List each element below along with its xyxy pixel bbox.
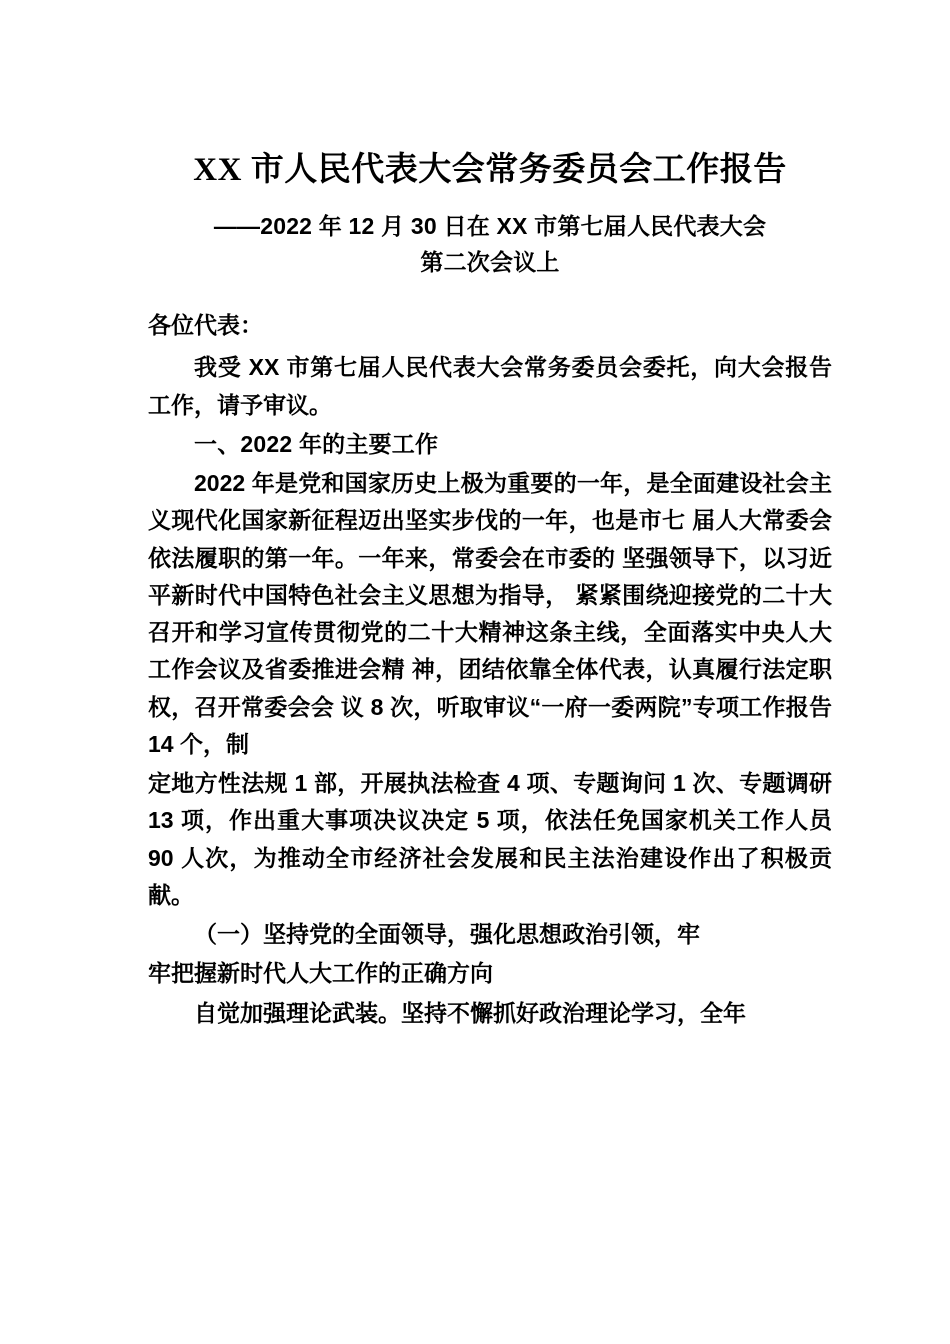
subtitle-line-2: 第二次会议上 (420, 248, 560, 275)
subtitle-line-1: ——2022 年 12 月 30 日在 XX 市第七届人民代表大会 (213, 213, 767, 240)
paragraph-subsection-one-heading-continued: 牢把握新时代人大工作的正确方向 (148, 960, 493, 987)
paragraph-section-one-heading: 一、2022 年的主要工作 (194, 430, 439, 457)
paragraph-subsection-one-heading: （一）坚持党的全面领导，强化思想政治引领，牢 (194, 921, 700, 948)
paragraph-intro: 我受 XX 市第七届人民代表大会常务委员会委托，向大会报告工作，请予审议。 (148, 354, 832, 418)
page-title: XX 市人民代表大会常务委员会工作报告 (193, 152, 787, 188)
document-subtitle (148, 209, 832, 280)
paragraph-theory-study: 自觉加强理论武装。坚持不懈抓好政治理论学习，全年 (194, 999, 746, 1026)
paragraph-year-summary-continued: 定地方性法规 1 部，开展执法检查 4 项、专题询问 1 次、专题调研 13 项，作出重大事项决议决定 5 项，依法任免国家机关工作人员 90 人次，为推动全市经济社会发展和民主法治建设作出了积极贡献。 (148, 770, 832, 908)
salutation: 各位代表： (148, 311, 263, 338)
paragraph-year-summary: 2022 年是党和国家历史上极为重要的一年，是全面建设社会主义现代化国家新征程迈出坚实步伐的一年，也是市七 届人大常委会依法履职的第一年。一年来，常委会在市委的 坚强领导下，以习近平新时代中国特色社会主义思想为指导， 紧紧围绕迎接党的二十大召开和学习宣传贯彻党的二十大精神这条主线，全面落实中央人大工作会议及省委推进会精 神，团结依靠全体代表，认真履行法定职权，召开常委会会 议 8 次，听取审议“一府一委两院”专项工作报告 14 个，制 (148, 470, 832, 757)
